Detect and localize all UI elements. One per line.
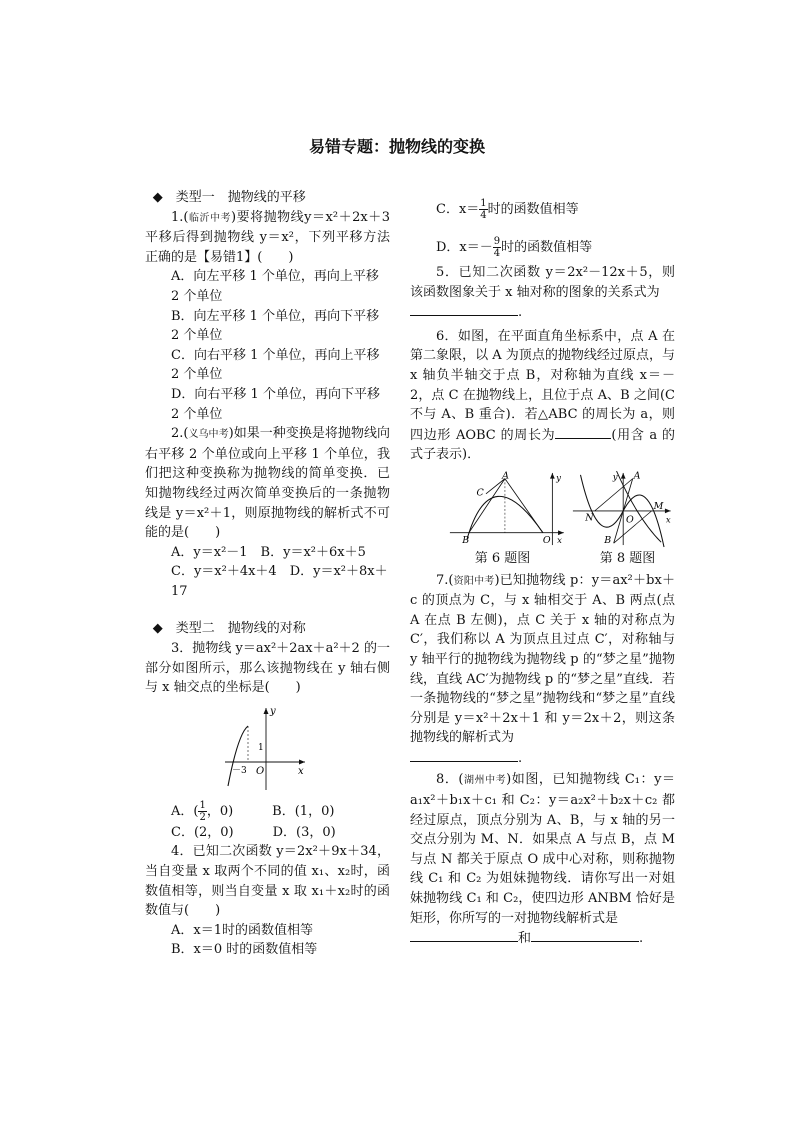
q3-tick-1: 1 [258,742,264,753]
figures-6-8 [448,469,675,549]
q5-answer-blank[interactable] [410,302,518,316]
fig6-label-c: C [476,487,484,499]
section-type-2: ◆ 类型二 抛物线的对称 [152,621,306,637]
figure-captions [440,549,690,569]
q7-answer-blank[interactable] [410,748,518,762]
question-2: 2.(义乌中考)如果一种变换是将抛物线向右平移 2 个单位或向上平移 1 个单位，我们把这种变换称为抛物线的简单变换．已知抛物线经过两次简单变换后的一条抛物线是 y＝x²＋1，则原抛物线的解析式不可能的是( ) [145,426,391,541]
fig8-label-b: B [603,535,611,547]
q1-option-c: C．向右平移 1 个单位，再向上平移 2 个单位 [171,347,380,383]
q3-options-ab: A．( $\frac{1}{2}$ ，0) B．(1，0) [171,799,335,823]
caption-figure-6: 第 6 题图 [474,550,531,566]
fig8-label-x: x [665,515,671,526]
fig6-label-x: x [557,536,562,547]
q3-origin-label: O [256,765,265,777]
question-8: 8．(湖州中考)如图，已知抛物线 C₁：y＝a₁x²＋b₁x＋c₁ 和 C₂：y＝a₂x²＋b₂x＋c₂ 都经过原点，顶点分别为 A、B，与 x 轴的另一交点分别为 M、N．如果点 A 与点 B，点 M 与点 N 都关于原点 O 成中心对称，则称抛物线 C₁ 和 C₂ 为姐妹抛物线．请你写出一对姐妹抛物线 C₁ 和 C₂，使四边形 ANBM 恰好是矩形，你所写的一对抛物线解析式是 和 . [410,772,675,947]
fig6-label-a: A [502,470,509,482]
q3-x-label: x [298,765,304,777]
q3-options-cd: C．(2，0) D．(3，0) [171,824,336,840]
q4-option-a: A．x＝1时的函数值相等 [171,922,313,938]
figure-6 [448,469,567,549]
q1-option-b: B．向左平移 1 个单位，再向下平移 2 个单位 [171,308,380,344]
q6-answer-blank[interactable] [555,425,611,439]
q3-tick-neg3: －3 [232,765,247,776]
question-1: 1.(临沂中考)要将抛物线y＝x²＋2x＋3平移后得到抛物线 y＝x²，下列平移方法正确的是【易错1】( ) [145,209,391,265]
fig8-label-o: O [625,514,634,526]
fig8-label-m: M [653,500,663,512]
figure-8 [571,469,675,549]
fig8-label-y: y [612,472,618,483]
fig6-label-y: y [556,473,561,484]
q2-options-ab: A．y＝x²－1 B．y＝x²＋6x＋5 [171,544,366,560]
q4-option-d: D．x＝－ $\frac{9}{4}$ 时的函数值相等 [436,236,593,259]
question-7: 7.(资阳中考)已知抛物线 p：y＝ax²＋bx＋c 的顶点为 C，与 x 轴相交于 A、B 两点(点 A 在点 B 左侧)，点 C 关于 x 轴的对称点为 C′，我们称以 A 为顶点且过点 C′，对称轴与 y 轴平行的抛物线为抛物线 p 的“梦之星”抛物线，直线 AC′为抛物线 p 的“梦之星”直线．若一条抛物线的“梦之星”抛物线和“梦之星”直线分别是 y＝x²＋2x＋1 和 y＝2x＋2，则这条抛物线的解析式为 . [410,572,676,766]
page-title: 易错专题：抛物线的变换 [308,137,485,156]
section-type-1: ◆ 类型一 抛物线的平移 [152,190,306,205]
question-5: 5．已知二次函数 y＝2x²－12x＋5，则该函数图象关于 x 轴对称的图象的关系式为 . [410,265,675,321]
q3-figure [220,704,390,794]
q4-option-b: B．x＝0 时的函数值相等 [171,942,318,958]
q2-options-cd: C．y＝x²＋4x＋4 D．y＝x²＋8x＋17 [171,564,388,599]
fig6-label-b: B [462,535,470,547]
left-column [145,188,390,960]
caption-figure-8: 第 8 题图 [599,550,656,566]
fig8-label-n: N [584,512,594,524]
q1-option-d: D．向右平移 1 个单位，再向下平移 2 个单位 [171,386,380,422]
q8-answer-blank-1[interactable] [410,928,518,942]
q8-answer-blank-2[interactable] [531,928,639,942]
question-3: 3．抛物线 y＝ax²＋2ax＋a²＋2 的一部分如图所示，那么该抛物线在 y 轴右侧与 x 轴交点的坐标是( ) [145,641,390,696]
q1-option-a: A．向左平移 1 个单位，再向上平移 2 个单位 [171,269,379,304]
fig6-label-o: O [542,535,551,547]
right-column [410,195,675,949]
q3-y-label: y [270,705,276,717]
fig8-label-a: A [633,470,641,482]
q4-option-c: C．x＝ $\frac{1}{4}$ 时的函数值相等 [436,198,579,221]
question-4: 4．已知二次函数 y＝2x²＋9x＋34，当自变量 x 取两个不同的值 x₁、x₂时，函数值相等，则当自变量 x 取 x₁＋x₂时的函数值与( ) [145,844,390,919]
question-6: 6．如图，在平面直角坐标系中，点 A 在第二象限，以 A 为顶点的抛物线经过原点，与 x 轴负半轴交于点 B，对称轴为直线 x＝－2，点 C 在抛物线上，且位于点 A、B 之间(C 不与 A、B 重合)．若△ABC 的周长为 a，则四边形 AOBC 的周长为 (用含 a 的式子表示)． [410,328,675,463]
